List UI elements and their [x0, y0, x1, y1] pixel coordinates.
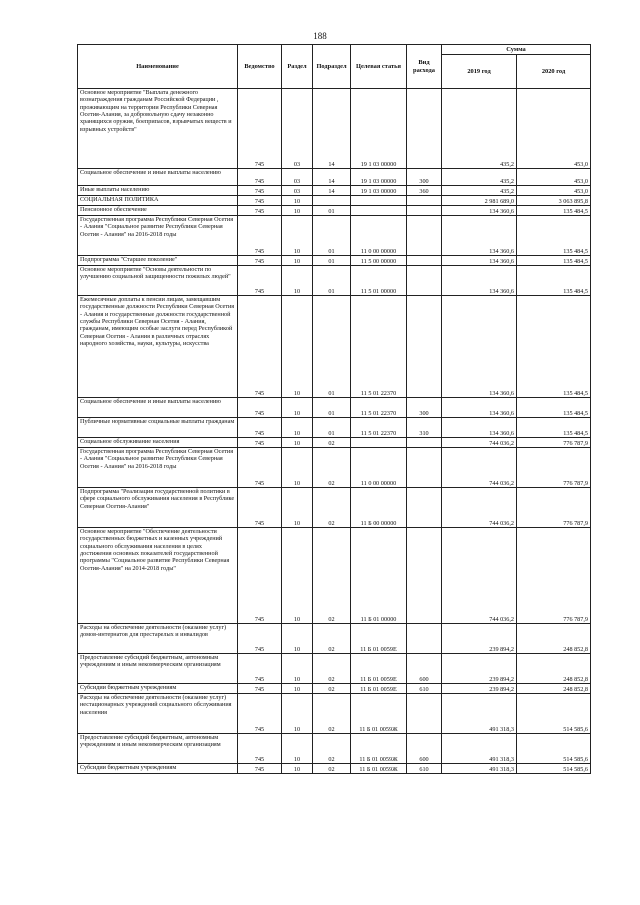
cell-ved: 745 — [238, 528, 282, 624]
cell-sum-2020: 248 852,8 — [517, 624, 591, 654]
cell-razdel: 10 — [282, 216, 313, 256]
table-row — [78, 186, 591, 196]
cell-podrazdel: 14 — [313, 89, 351, 169]
header-name: Наименование — [78, 45, 238, 89]
cell-expense-type — [407, 448, 442, 488]
cell-sum-2020: 135 484,5 — [517, 418, 591, 438]
cell-name: Социальное обслуживание населения — [78, 438, 238, 448]
cell-name: Основное мероприятие "Выплата денежного вознаграждения гражданам Российской Федерации , проживающим на территории Республики Северная Осетия-Алания, за добровольную сдачу незаконно хранящихся оружия, боеприпасов, взрывчатых веществ и взрывных устройств" — [78, 89, 238, 169]
cell-target-article — [351, 206, 407, 216]
cell-razdel: 10 — [282, 438, 313, 448]
cell-sum-2020: 248 852,8 — [517, 684, 591, 694]
cell-expense-type — [407, 216, 442, 256]
cell-podrazdel: 01 — [313, 418, 351, 438]
cell-sum-2020: 776 787,9 — [517, 488, 591, 528]
cell-target-article: 11 Б 01 0059Ж — [351, 764, 407, 774]
cell-razdel: 10 — [282, 196, 313, 206]
cell-sum-2020: 135 484,5 — [517, 256, 591, 266]
cell-expense-type: 610 — [407, 764, 442, 774]
cell-sum-2019: 435,2 — [442, 186, 517, 196]
cell-podrazdel: 01 — [313, 256, 351, 266]
cell-expense-type — [407, 206, 442, 216]
cell-podrazdel: 02 — [313, 488, 351, 528]
cell-name: Социальное обеспечение и иные выплаты населению — [78, 169, 238, 186]
cell-podrazdel: 14 — [313, 169, 351, 186]
cell-sum-2019: 744 036,2 — [442, 438, 517, 448]
cell-sum-2020: 514 585,6 — [517, 694, 591, 734]
cell-sum-2019: 491 318,3 — [442, 764, 517, 774]
cell-ved: 745 — [238, 186, 282, 196]
cell-sum-2019: 2 981 689,0 — [442, 196, 517, 206]
cell-razdel: 03 — [282, 186, 313, 196]
table-row — [78, 654, 591, 684]
cell-expense-type: 600 — [407, 654, 442, 684]
cell-sum-2020: 135 484,5 — [517, 206, 591, 216]
cell-sum-2019: 435,2 — [442, 89, 517, 169]
cell-podrazdel — [313, 196, 351, 206]
cell-razdel: 10 — [282, 694, 313, 734]
cell-name: Предоставление субсидий бюджетным, автономным учреждениям и иным некоммерческим организациям — [78, 734, 238, 764]
cell-target-article: 11 0 00 00000 — [351, 216, 407, 256]
page-number: 188 — [313, 31, 327, 41]
cell-ved: 745 — [238, 398, 282, 418]
cell-expense-type: 300 — [407, 169, 442, 186]
cell-name: Подпрограмма "Старшее поколение" — [78, 256, 238, 266]
cell-razdel: 10 — [282, 266, 313, 296]
cell-podrazdel: 02 — [313, 734, 351, 764]
cell-podrazdel: 02 — [313, 684, 351, 694]
cell-sum-2020: 453,0 — [517, 186, 591, 196]
cell-target-article: 11 5 00 00000 — [351, 256, 407, 266]
cell-expense-type — [407, 624, 442, 654]
cell-name: Расходы на обеспечение деятельности (оказание услуг) нестационарных учреждений социального обслуживания населения — [78, 694, 238, 734]
cell-target-article — [351, 196, 407, 206]
cell-name: Субсидии бюджетным учреждениям — [78, 764, 238, 774]
cell-sum-2019: 491 318,3 — [442, 734, 517, 764]
cell-podrazdel: 02 — [313, 448, 351, 488]
cell-sum-2020: 135 484,5 — [517, 296, 591, 398]
cell-ved: 745 — [238, 654, 282, 684]
cell-expense-type — [407, 488, 442, 528]
cell-target-article: 11 Б 01 0059Ж — [351, 694, 407, 734]
cell-ved: 745 — [238, 266, 282, 296]
cell-name: Ежемесячные доплаты к пенсии лицам, замещавшим государственные должности Республики Северная Осетия - Алания и государственные должности государственной службы Республики Северная Осетия - Алания, гражданам, имеющим особые заслуги перед Республикой Северная Осетия - Алания в различных отраслях народного хозяйства, науки, культуры, искусства — [78, 296, 238, 398]
cell-target-article: 19 1 03 00000 — [351, 89, 407, 169]
cell-razdel: 10 — [282, 624, 313, 654]
header-target-article: Целевая статья — [351, 45, 407, 89]
cell-sum-2019: 134 360,6 — [442, 256, 517, 266]
cell-target-article: 11 0 00 00000 — [351, 448, 407, 488]
cell-name: Основное мероприятие "Обеспечение деятельности государственных бюджетных и казенных учреждений социального обслуживания населения в целях достижения основных показателей государственной программы "Социальное развитие Республики Северная Осетия-Алания" на 2014-2018 годы" — [78, 528, 238, 624]
cell-expense-type — [407, 89, 442, 169]
cell-sum-2019: 744 036,2 — [442, 448, 517, 488]
cell-sum-2019: 134 360,6 — [442, 266, 517, 296]
cell-sum-2020: 776 787,9 — [517, 528, 591, 624]
cell-target-article: 11 Б 01 00000 — [351, 528, 407, 624]
cell-sum-2020: 135 484,5 — [517, 266, 591, 296]
cell-ved: 745 — [238, 216, 282, 256]
cell-sum-2020: 248 852,8 — [517, 654, 591, 684]
cell-sum-2020: 776 787,9 — [517, 448, 591, 488]
cell-name: Субсидии бюджетным учреждениям — [78, 684, 238, 694]
cell-razdel: 10 — [282, 528, 313, 624]
cell-name: СОЦИАЛЬНАЯ ПОЛИТИКА — [78, 196, 238, 206]
cell-target-article: 11 Б 01 0059Ж — [351, 734, 407, 764]
table-row — [78, 169, 591, 186]
header-sum: Сумма — [442, 45, 591, 55]
cell-podrazdel: 02 — [313, 764, 351, 774]
cell-ved: 745 — [238, 684, 282, 694]
cell-podrazdel: 01 — [313, 266, 351, 296]
cell-name: Подпрограмма "Реализация государственной политики в сфере социального обслуживания населения в Республике Северная Осетия-Алания" — [78, 488, 238, 528]
cell-target-article: 11 5 01 00000 — [351, 266, 407, 296]
table-row — [78, 418, 591, 438]
cell-ved: 745 — [238, 734, 282, 764]
cell-razdel: 03 — [282, 89, 313, 169]
header-razdel: Раздел — [282, 45, 313, 89]
cell-podrazdel: 01 — [313, 398, 351, 418]
cell-sum-2019: 134 360,6 — [442, 216, 517, 256]
cell-sum-2019: 744 036,2 — [442, 528, 517, 624]
cell-razdel: 10 — [282, 488, 313, 528]
cell-razdel: 10 — [282, 448, 313, 488]
cell-sum-2020: 135 484,5 — [517, 398, 591, 418]
header-year-2020: 2020 год — [517, 55, 591, 89]
cell-sum-2019: 134 360,6 — [442, 206, 517, 216]
table-row — [78, 216, 591, 256]
cell-target-article: 11 5 01 22370 — [351, 398, 407, 418]
header-year-2019: 2019 год — [442, 55, 517, 89]
cell-sum-2020: 514 585,6 — [517, 764, 591, 774]
cell-sum-2019: 134 360,6 — [442, 296, 517, 398]
cell-ved: 745 — [238, 624, 282, 654]
cell-target-article: 11 Б 01 0059Е — [351, 624, 407, 654]
cell-razdel: 10 — [282, 684, 313, 694]
table-row — [78, 89, 591, 169]
cell-name: Социальное обеспечение и иные выплаты населению — [78, 398, 238, 418]
cell-expense-type: 360 — [407, 186, 442, 196]
cell-podrazdel: 02 — [313, 438, 351, 448]
cell-target-article: 11 Б 01 0059Е — [351, 684, 407, 694]
cell-sum-2019: 134 360,6 — [442, 398, 517, 418]
cell-ved: 745 — [238, 296, 282, 398]
cell-name: Иные выплаты населению — [78, 186, 238, 196]
cell-expense-type: 300 — [407, 398, 442, 418]
cell-expense-type — [407, 256, 442, 266]
cell-razdel: 10 — [282, 734, 313, 764]
cell-name: Государственная программа Республики Северная Осетия - Алания "Социальное развитие Республики Северная Осетия - Алания" на 2016-2018 годы — [78, 448, 238, 488]
table-row — [78, 624, 591, 654]
table-row — [78, 764, 591, 774]
cell-podrazdel: 02 — [313, 694, 351, 734]
cell-name: Расходы на обеспечение деятельности (оказание услуг) домов-интернатов для престарелых и инвалидов — [78, 624, 238, 654]
cell-expense-type — [407, 438, 442, 448]
cell-name: Государственная программа Республики Северная Осетия - Алания "Социальное развитие Республики Северная Осетия - Алания" на 2016-2018 годы — [78, 216, 238, 256]
cell-name: Основное мероприятие "Основы деятельности по улучшению социальной защищенности пожилых людей" — [78, 266, 238, 296]
table-row — [78, 206, 591, 216]
cell-name: Пенсионное обеспечение — [78, 206, 238, 216]
cell-sum-2020: 453,0 — [517, 89, 591, 169]
table-row — [78, 438, 591, 448]
cell-expense-type — [407, 266, 442, 296]
cell-razdel: 10 — [282, 764, 313, 774]
cell-razdel: 10 — [282, 418, 313, 438]
cell-ved: 745 — [238, 448, 282, 488]
header-expense-type: Вид расхода — [407, 45, 442, 89]
cell-podrazdel: 14 — [313, 186, 351, 196]
cell-sum-2020: 776 787,9 — [517, 438, 591, 448]
table-row — [78, 448, 591, 488]
table-row — [78, 694, 591, 734]
cell-ved: 745 — [238, 418, 282, 438]
table-row — [78, 528, 591, 624]
cell-target-article: 11 Б 01 0059Е — [351, 654, 407, 684]
budget-table — [77, 44, 591, 774]
cell-podrazdel: 02 — [313, 624, 351, 654]
cell-expense-type — [407, 528, 442, 624]
cell-podrazdel: 01 — [313, 206, 351, 216]
cell-target-article: 19 1 03 00000 — [351, 169, 407, 186]
cell-podrazdel: 02 — [313, 528, 351, 624]
cell-name: Предоставление субсидий бюджетным, автономным учреждениям и иным некоммерческим организациям — [78, 654, 238, 684]
cell-expense-type: 600 — [407, 734, 442, 764]
table-row — [78, 296, 591, 398]
cell-target-article: 11 5 01 22370 — [351, 418, 407, 438]
cell-expense-type — [407, 196, 442, 206]
table-row — [78, 734, 591, 764]
table-row — [78, 398, 591, 418]
cell-name: Публичные нормативные социальные выплаты гражданам — [78, 418, 238, 438]
cell-razdel: 10 — [282, 398, 313, 418]
cell-sum-2020: 453,0 — [517, 169, 591, 186]
cell-ved: 745 — [238, 438, 282, 448]
cell-ved: 745 — [238, 206, 282, 216]
cell-sum-2019: 134 360,6 — [442, 418, 517, 438]
header-ved: Ведомство — [238, 45, 282, 89]
cell-target-article: 19 1 03 00000 — [351, 186, 407, 196]
cell-razdel: 10 — [282, 256, 313, 266]
cell-sum-2019: 239 894,2 — [442, 624, 517, 654]
cell-podrazdel: 01 — [313, 216, 351, 256]
cell-sum-2019: 239 894,2 — [442, 684, 517, 694]
table-row — [78, 488, 591, 528]
cell-expense-type — [407, 694, 442, 734]
cell-razdel: 03 — [282, 169, 313, 186]
cell-razdel: 10 — [282, 654, 313, 684]
cell-target-article: 11 5 01 22370 — [351, 296, 407, 398]
cell-target-article: 11 Б 00 00000 — [351, 488, 407, 528]
cell-podrazdel: 02 — [313, 654, 351, 684]
cell-ved: 745 — [238, 89, 282, 169]
cell-sum-2020: 514 585,6 — [517, 734, 591, 764]
table-row — [78, 256, 591, 266]
cell-sum-2019: 435,2 — [442, 169, 517, 186]
header-podrazdel: Подраздел — [313, 45, 351, 89]
cell-expense-type — [407, 296, 442, 398]
cell-razdel: 10 — [282, 296, 313, 398]
cell-sum-2020: 3 063 895,8 — [517, 196, 591, 206]
cell-ved: 745 — [238, 694, 282, 734]
cell-podrazdel: 01 — [313, 296, 351, 398]
table-row — [78, 266, 591, 296]
cell-sum-2020: 135 484,5 — [517, 216, 591, 256]
cell-ved: 745 — [238, 256, 282, 266]
cell-expense-type: 610 — [407, 684, 442, 694]
cell-sum-2019: 744 036,2 — [442, 488, 517, 528]
cell-target-article — [351, 438, 407, 448]
cell-ved: 745 — [238, 169, 282, 186]
cell-razdel: 10 — [282, 206, 313, 216]
table-row — [78, 684, 591, 694]
table-row — [78, 196, 591, 206]
cell-ved: 745 — [238, 764, 282, 774]
cell-sum-2019: 491 318,3 — [442, 694, 517, 734]
cell-ved: 745 — [238, 196, 282, 206]
cell-expense-type: 310 — [407, 418, 442, 438]
cell-sum-2019: 239 894,2 — [442, 654, 517, 684]
cell-ved: 745 — [238, 488, 282, 528]
table-body — [78, 89, 591, 774]
